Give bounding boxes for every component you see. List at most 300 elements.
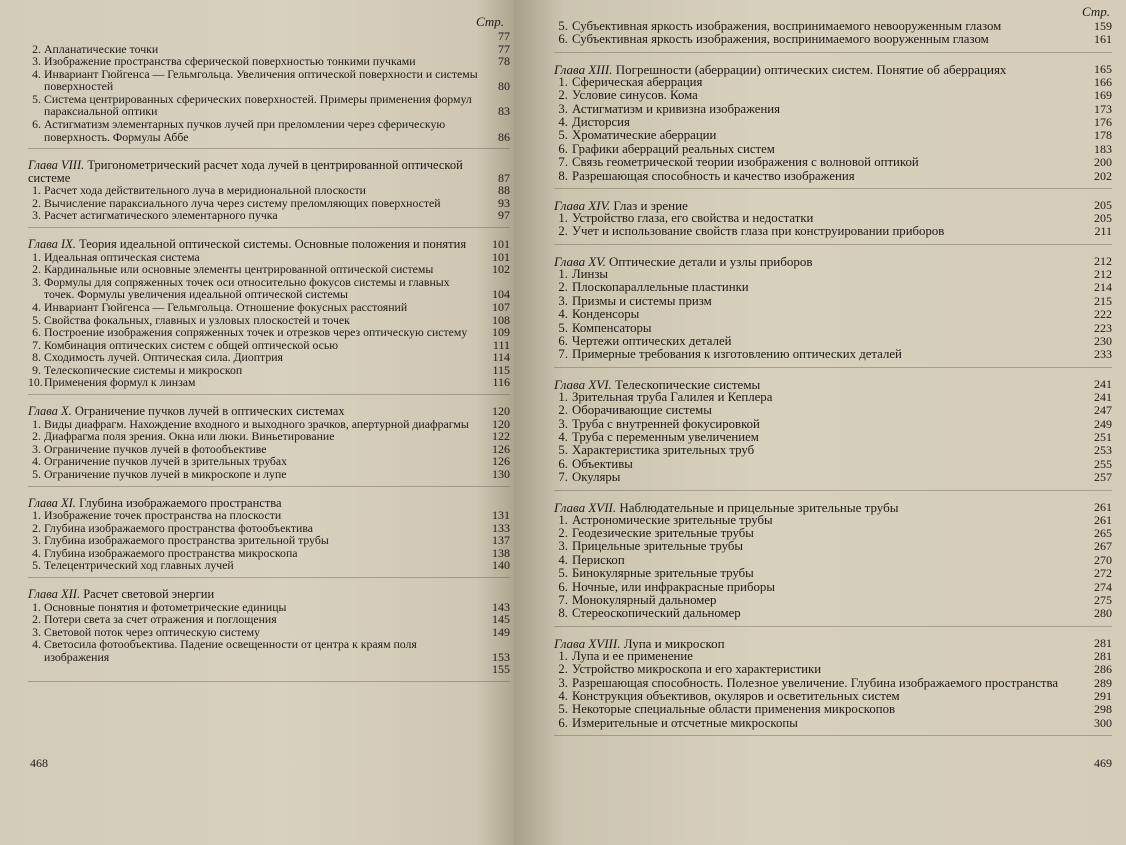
chapter-heading — [554, 501, 1112, 514]
section-title: Учет и использование свойств глаза при конструировании приборов — [572, 224, 945, 239]
section-number: 3. — [558, 293, 568, 308]
toc-entry — [554, 103, 1112, 116]
section-number: 3. — [32, 274, 41, 289]
toc-entry — [28, 468, 510, 481]
page-ref: 130 — [492, 466, 510, 481]
chapter-list — [554, 20, 1112, 736]
toc-chapter — [28, 228, 510, 395]
toc-entry-body — [28, 93, 482, 118]
section-title: Зрительная труба Галилея и Кеплера — [572, 389, 773, 404]
page-ref: 169 — [1094, 88, 1112, 103]
section-title: Световой поток через оптическую систему — [44, 624, 260, 639]
chapter-title: Ограничение пучков лучей в оптических системах — [74, 404, 345, 419]
section-title: Свойства фокальных, главных и узловых плоскостей и точек — [44, 312, 350, 327]
section-title: Труба с переменным увеличением — [572, 429, 759, 444]
toc-entry — [28, 301, 510, 314]
section-number: 7. — [558, 593, 568, 607]
section-number: 1. — [558, 648, 568, 663]
section-number: 1. — [32, 249, 41, 264]
section-number: 2. — [32, 429, 41, 444]
page-ref: 214 — [1094, 280, 1112, 295]
page-ref: 133 — [492, 520, 510, 535]
page-ref: 200 — [1094, 155, 1112, 170]
section-title: Объективы — [572, 456, 633, 471]
page-ref: 265 — [1094, 525, 1112, 540]
chapter-title: Телескопические системы — [615, 376, 761, 392]
section-number: 5. — [32, 312, 41, 327]
toc-entry-body — [554, 116, 1084, 129]
toc-entry-body — [554, 281, 1084, 294]
toc-entry — [554, 554, 1112, 567]
chapter-heading — [28, 405, 510, 418]
chapter-number: Глава XI. — [28, 495, 76, 510]
chapter-number: Глава XV. — [554, 253, 606, 269]
toc-entry — [554, 322, 1112, 335]
chapter-number: Глава XIV. — [554, 198, 611, 214]
section-title: Расчет хода действительного луча в меридиональной плоскости — [44, 183, 366, 198]
section-title: Ограничение пучков лучей в фотообъективе — [44, 441, 267, 456]
section-title: Разрешающая способность и качество изображения — [572, 168, 855, 183]
chapter-heading — [554, 63, 1112, 76]
toc-entry — [28, 93, 510, 118]
toc-chapter — [554, 189, 1112, 245]
section-number: 5. — [558, 566, 568, 581]
section-title: Труба с внутренней фокусировкой — [572, 416, 760, 431]
section-number: 1. — [558, 211, 568, 226]
section-number: 5. — [32, 466, 41, 481]
section-title: Формулы для сопряженных точек оси относительно фокусов системы и главных точек. Формулы увеличения идеальной оптической системы — [44, 274, 450, 302]
section-number: 2. — [32, 520, 41, 535]
section-title: Плоскопараллельные пластинки — [572, 280, 749, 295]
chapter-heading — [28, 238, 510, 251]
section-number: 5. — [32, 91, 41, 106]
toc-entry-body — [554, 690, 1084, 703]
page-ref: 178 — [1094, 128, 1112, 143]
toc-entry — [554, 116, 1112, 129]
section-title: Хроматические аберрации — [572, 128, 717, 143]
section-number: 10. — [28, 375, 43, 390]
section-title: Субъективная яркость изображения, воспринимаемого вооруженным глазом — [572, 32, 989, 47]
toc-entry-body — [28, 263, 482, 276]
section-number: 4. — [32, 545, 41, 560]
toc-entry — [28, 376, 510, 389]
section-title: Характеристика зрительных труб — [572, 443, 755, 458]
section-title: Система центрированных сферических поверхностей. Примеры применения формул параксиальной оптики — [44, 91, 472, 119]
toc-entry-body — [554, 471, 1084, 484]
toc-entry-body — [554, 322, 1084, 335]
page-ref: 281 — [1094, 635, 1112, 650]
toc-entry-body — [554, 268, 1084, 281]
toc-entry-body — [554, 212, 1084, 225]
section-title: Монокулярный дальномер — [572, 593, 717, 607]
toc-entry-body — [28, 55, 482, 68]
chapter-heading — [554, 378, 1112, 391]
section-number: 4. — [32, 299, 41, 314]
toc-entry — [554, 225, 1112, 238]
section-number: 5. — [558, 19, 568, 33]
page-ref: 251 — [1094, 429, 1112, 444]
section-number: 3. — [558, 101, 568, 116]
section-title: Глубина изображаемого пространства микроскопа — [44, 545, 298, 560]
section-number: 5. — [558, 128, 568, 143]
toc-entry-body — [554, 156, 1084, 169]
page-ref: 101 — [492, 237, 510, 252]
page-ref: 233 — [1094, 347, 1112, 362]
right-page — [514, 0, 1126, 845]
toc-entry-body — [554, 703, 1084, 716]
page-ref: 116 — [492, 375, 510, 390]
toc-entry — [554, 717, 1112, 730]
page-ref: 241 — [1094, 376, 1112, 391]
section-number: 6. — [558, 456, 568, 471]
section-title: Окуляры — [572, 470, 621, 485]
page-ref: 122 — [492, 429, 510, 444]
toc-entry-body — [28, 376, 482, 389]
toc-entry-body — [554, 540, 1084, 553]
toc-chapter — [28, 578, 510, 682]
page-ref: 274 — [1094, 579, 1112, 594]
toc-entry-body — [554, 33, 1084, 46]
toc-entry-body — [28, 68, 482, 93]
section-number: 2. — [32, 262, 41, 277]
section-number: 1. — [32, 183, 41, 198]
toc-chapter — [28, 395, 510, 486]
section-title: Инвариант Гюйгенса — Гельмгольца. Увеличения оптической поверхности и системы поверхностей — [44, 66, 478, 94]
chapter-number: Глава XVI. — [554, 376, 612, 392]
toc-entry-body — [554, 295, 1084, 308]
section-number: 7. — [558, 470, 568, 485]
page-ref: 261 — [1094, 499, 1112, 514]
page-number: 469 — [1094, 756, 1112, 770]
toc-entry-body — [554, 444, 1084, 457]
page-ref: 261 — [1094, 512, 1112, 527]
page-ref: 145 — [492, 612, 510, 627]
toc-entry-body — [554, 308, 1084, 321]
toc-entry-body — [554, 391, 1084, 404]
toc-entry-body — [554, 89, 1084, 102]
chapter-heading-text — [28, 405, 482, 418]
section-number: 7. — [558, 347, 568, 362]
page-ref: 131 — [492, 508, 510, 523]
page-ref: 77 — [498, 29, 510, 43]
toc-entry — [554, 514, 1112, 527]
toc-entry-body — [28, 509, 482, 522]
toc-entry — [554, 690, 1112, 703]
section-title: Применения формул к линзам — [44, 375, 196, 390]
section-number: 2. — [32, 612, 41, 627]
toc-entry — [554, 170, 1112, 183]
toc-entry — [28, 276, 510, 301]
section-title: Сферическая аберрация — [572, 74, 703, 89]
toc-entry — [554, 594, 1112, 607]
page-ref: 78 — [498, 54, 510, 69]
page-ref: 253 — [1094, 443, 1112, 458]
page-ref: 291 — [1094, 689, 1112, 704]
page-ref: 88 — [498, 183, 510, 198]
chapter-heading — [28, 588, 510, 601]
section-number: 3. — [32, 54, 41, 69]
section-title: Изображение пространства сферической поверхностью тонкими пучками — [44, 54, 416, 69]
toc-entry — [28, 351, 510, 364]
toc-entry — [554, 703, 1112, 716]
page-ref: 140 — [492, 558, 510, 573]
page-ref: 111 — [492, 337, 510, 352]
section-number: 4. — [558, 552, 568, 567]
section-number: 8. — [558, 606, 568, 621]
page-ref: 298 — [1094, 702, 1112, 717]
chapter-number: Глава IX. — [28, 237, 76, 252]
toc-chapter — [28, 30, 510, 149]
toc-entry — [554, 281, 1112, 294]
toc-entry — [554, 404, 1112, 417]
section-number: 4. — [558, 307, 568, 322]
toc-entry-body — [28, 613, 482, 626]
chapter-heading-text — [28, 588, 482, 601]
toc-entry-body — [554, 335, 1084, 348]
toc-entry — [28, 326, 510, 339]
chapter-heading-text — [554, 501, 1084, 514]
toc-entry — [554, 607, 1112, 620]
chapter-title: Оптические детали и узлы приборов — [609, 253, 813, 269]
page-ref: 222 — [1094, 307, 1112, 322]
toc-entry — [554, 471, 1112, 484]
toc-entry — [28, 509, 510, 522]
toc-entry-body — [28, 559, 482, 572]
page-ref: 183 — [1094, 141, 1112, 156]
section-number: 4. — [32, 637, 41, 652]
toc-entry-body — [554, 594, 1084, 607]
section-title: Расчет астигматического элементарного пучка — [44, 208, 278, 223]
section-title: Комбинация оптических систем с общей оптической осью — [44, 337, 339, 352]
toc-entry — [28, 263, 510, 276]
toc-entry — [28, 430, 510, 443]
toc-entry-body — [554, 143, 1084, 156]
section-title: Оборачивающие системы — [572, 403, 712, 418]
section-title: Ограничение пучков лучей в зрительных трубах — [44, 454, 288, 469]
page-ref: 166 — [1094, 74, 1112, 89]
toc-entry-body — [28, 301, 482, 314]
toc-chapter — [554, 627, 1112, 736]
chapter-heading — [554, 637, 1112, 650]
chapter-title: Наблюдательные и прицельные зрительные трубы — [619, 499, 899, 515]
section-title: Графики аберраций реальных систем — [572, 141, 775, 156]
chapter-title: Расчет световой энергии — [83, 587, 215, 601]
section-title: Виды диафрагм. Нахождение входного и выходного зрачков, апертурной диафрагмы — [44, 416, 469, 431]
section-number: 9. — [32, 362, 41, 377]
chapter-heading-text — [28, 159, 482, 184]
section-number: 1. — [558, 266, 568, 281]
page-ref: 267 — [1094, 539, 1112, 554]
section-title: Телецентрический ход главных лучей — [44, 558, 234, 573]
toc-entry — [28, 118, 510, 143]
section-title: Изображение точек пространства на плоскости — [44, 508, 282, 523]
page-ref: 83 — [498, 104, 510, 119]
page-ref: 87 — [498, 170, 510, 185]
page-ref: 212 — [1094, 253, 1112, 268]
section-number: 5. — [558, 702, 568, 717]
chapter-heading — [554, 255, 1112, 268]
toc-entry — [28, 184, 510, 197]
chapter-heading-text — [554, 255, 1084, 268]
section-title: Идеальная оптическая система — [44, 249, 200, 264]
toc-entry-body — [554, 650, 1084, 663]
toc-entry — [554, 76, 1112, 89]
page-ref: 80 — [498, 79, 510, 94]
toc-entry-body — [554, 527, 1084, 540]
section-title: Диафрагма поля зрения. Окна или люки. Виньетирование — [44, 429, 335, 444]
section-title: Дисторсия — [572, 115, 630, 130]
page-ref: 257 — [1094, 470, 1112, 485]
toc-entry-body — [554, 514, 1084, 527]
section-title: Измерительные и отсчетные микроскопы — [572, 715, 798, 730]
chapter-title: Глаз и зрение — [613, 198, 688, 214]
toc-entry-body — [554, 76, 1084, 89]
section-number: 8. — [558, 168, 568, 183]
section-number: 3. — [32, 624, 41, 639]
section-number: 4. — [32, 66, 41, 81]
section-number: 2. — [558, 280, 568, 295]
section-number: 3. — [558, 675, 568, 690]
section-number: 6. — [558, 333, 568, 348]
page-number: 468 — [30, 756, 48, 770]
page-column-label: Стр. — [1082, 4, 1110, 19]
section-title: Условие синусов. Кома — [572, 88, 698, 103]
section-number: 3. — [32, 441, 41, 456]
page-ref: 120 — [492, 416, 510, 431]
section-number: 1. — [32, 416, 41, 431]
toc-entry-body — [28, 468, 482, 481]
chapter-heading-text — [554, 378, 1084, 391]
section-number: 3. — [32, 533, 41, 548]
toc-entry-body — [554, 103, 1084, 116]
chapter-number: Глава XII. — [28, 587, 81, 601]
page-ref: 143 — [492, 599, 510, 614]
page-ref: 155 — [492, 662, 510, 677]
section-number: 2. — [558, 525, 568, 540]
toc-entry-body — [554, 348, 1084, 361]
chapter-number: Глава VIII. — [28, 158, 85, 173]
toc-entry — [554, 89, 1112, 102]
section-title: Ограничение пучков лучей в микроскопе и лупе — [44, 466, 287, 481]
section-title: Инвариант Гюйгенса — Гельмгольца. Отношение фокусных расстояний — [44, 299, 408, 314]
section-title: Кардинальные или основные элементы центрированной оптической системы — [44, 262, 434, 277]
toc-entry — [554, 308, 1112, 321]
section-title: Астрономические зрительные трубы — [572, 512, 773, 527]
page-ref: 230 — [1094, 333, 1112, 348]
page-column-label: Стр. — [476, 14, 504, 29]
chapter-heading-text — [28, 238, 482, 251]
page-ref: 137 — [492, 533, 510, 548]
chapter-heading-text — [554, 63, 1084, 76]
toc-entry-body — [28, 430, 482, 443]
page-ref: 255 — [1094, 456, 1112, 471]
page-ref: 211 — [1094, 224, 1112, 239]
page-ref: 286 — [1094, 662, 1112, 677]
section-title: Вычисление параксиального луча через систему преломляющих поверхностей — [44, 195, 441, 210]
toc-entry — [554, 268, 1112, 281]
toc-entry — [554, 212, 1112, 225]
section-title: Разрешающая способность. Полезное увеличение. Глубина изображаемого пространства — [572, 675, 1059, 690]
page-ref: 280 — [1094, 606, 1112, 621]
page-ref: 93 — [498, 195, 510, 210]
section-number: 4. — [32, 454, 41, 469]
section-number: 6. — [32, 325, 41, 340]
toc-entry — [28, 638, 510, 663]
toc-entry — [554, 567, 1112, 580]
page-ref: 176 — [1094, 115, 1112, 130]
toc-entry — [554, 348, 1112, 361]
toc-entry-body — [554, 129, 1084, 142]
section-number: 6. — [558, 579, 568, 594]
section-title: Светосила фотообъектива. Падение освещенности от центра к краям поля изображения — [44, 637, 417, 664]
page-ref: 102 — [492, 262, 510, 277]
chapter-number: Глава XVII. — [554, 499, 617, 515]
section-title: Устройство глаза, его свойства и недостатки — [572, 211, 814, 226]
toc-entry — [554, 458, 1112, 471]
section-number: 8. — [32, 350, 41, 365]
toc-entry — [554, 391, 1112, 404]
section-title: Компенсаторы — [572, 320, 652, 335]
section-number: 1. — [558, 512, 568, 527]
toc-entry-body — [554, 717, 1084, 730]
page-ref: 300 — [1094, 715, 1112, 730]
section-number: 3. — [558, 539, 568, 554]
section-number: 7. — [32, 337, 41, 352]
toc-entry — [554, 335, 1112, 348]
section-title: Геодезические зрительные трубы — [572, 525, 754, 540]
page-ref: 149 — [492, 624, 510, 639]
toc-entry-body — [28, 118, 482, 143]
toc-entry-body — [554, 663, 1084, 676]
section-number: 1. — [32, 599, 41, 614]
toc-entry — [554, 540, 1112, 553]
section-title: Чертежи оптических деталей — [572, 333, 732, 348]
page-ref: 86 — [498, 129, 510, 144]
toc-entry — [554, 156, 1112, 169]
page-ref: 223 — [1094, 320, 1112, 335]
page-ref: 108 — [492, 312, 510, 327]
section-number: 1. — [32, 508, 41, 523]
page-ref: 241 — [1094, 389, 1112, 404]
toc-entry — [28, 55, 510, 68]
chapter-number: Глава XVIII. — [554, 635, 621, 651]
toc-chapter — [554, 20, 1112, 53]
page-ref: 104 — [492, 287, 510, 302]
toc-entry — [28, 209, 510, 222]
toc-entry — [554, 650, 1112, 663]
page-ref: 202 — [1094, 168, 1112, 183]
page-ref: 126 — [492, 441, 510, 456]
section-number: 4. — [558, 689, 568, 704]
toc-entry — [554, 581, 1112, 594]
section-number: 4. — [558, 429, 568, 444]
chapter-title: Погрешности (аберрации) оптических систем. Понятие об аберрациях — [615, 61, 1007, 77]
toc-entry — [554, 431, 1112, 444]
chapter-number: Глава X. — [28, 404, 72, 419]
page-ref: 77 — [498, 41, 510, 56]
section-number: 5. — [558, 320, 568, 335]
toc-entry — [554, 143, 1112, 156]
page-ref: 173 — [1094, 101, 1112, 116]
toc-entry — [554, 677, 1112, 690]
left-page — [0, 0, 518, 845]
page-ref: 161 — [1094, 32, 1112, 47]
toc-chapter — [554, 368, 1112, 491]
toc-entry-body — [554, 431, 1084, 444]
page-ref: 272 — [1094, 566, 1112, 581]
toc-entry-body — [554, 418, 1084, 431]
page-ref: 165 — [1094, 61, 1112, 76]
